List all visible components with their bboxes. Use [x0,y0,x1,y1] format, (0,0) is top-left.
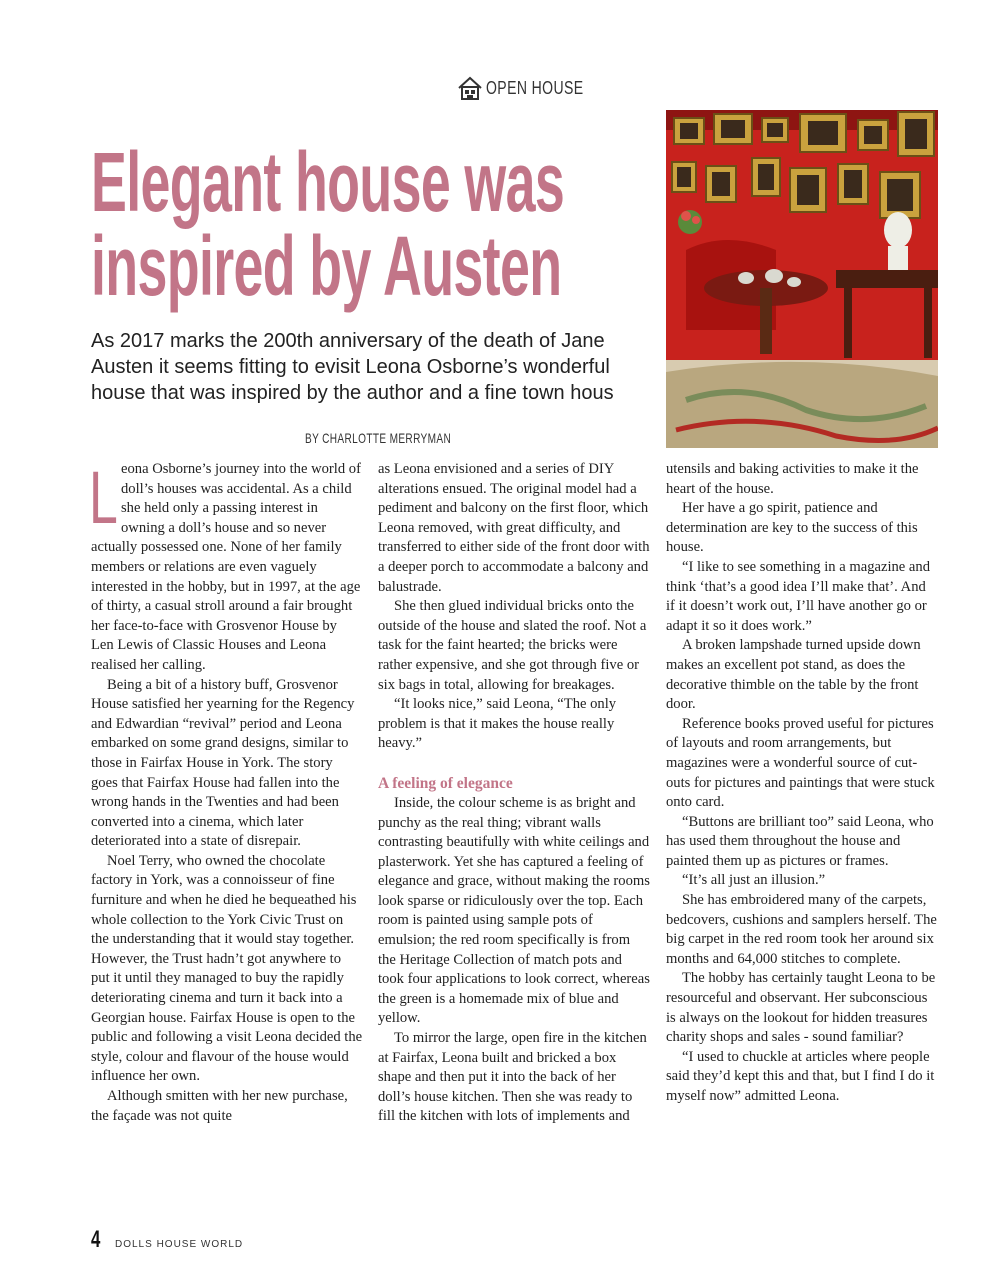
paragraph [89,456,363,676]
magazine-name: DOLLS HOUSE WORLD [115,1239,244,1250]
standfirst [91,328,651,406]
page-number: 4 [91,1226,101,1253]
paragraph: “It looks nice,” said Leona, “The only problem is that it makes the house really heavy.” [378,696,617,752]
paragraph: She then glued individual bricks onto the outside of the house and slated the roof. Not a task for the faint hearted; the bricks were rather expensive, and she got through five or six bags in total, allowing for breakages. [378,598,647,693]
paragraph: “I like to see something in a magazine and think ‘that’s a good idea I’ll make that’. And if it doesn’t work out, I’ll have another go or adapt it so it does work.” [666,558,931,634]
article-column-3 [666,460,938,1107]
paragraph: The hobby has certainly taught Leona to be resourceful and observant. Her subconscious is always on the lookout for hidden treasures charity shops and sales - sound familiar? [666,970,936,1046]
standfirst-line-1: As 2017 marks the 200th anniversary of the death of Jane [91,330,605,352]
section-tag [456,73,611,103]
paragraph: Her have a go spirit, patience and determination are key to the success of this house. [666,500,918,556]
paragraph: Noel Terry, who owned the chocolate factory in York, was a connoisseur of fine furniture and when he died he bequeathed his whole collection to the York Civic Trust on the understanding that it would stay together. However, the Trust hadn’t got anywhere to put it until they managed to buy the rapidly deteriorating cinema and turn it back into a Georgian house. Fairfax House is open to the public and following a visit Leona decided the style, colour and flavour of the house would influence her own. [91,852,363,1085]
paragraph: A broken lampshade turned upside down makes an excellent pot stand, as does the decorative thimble on the table by the front door. [666,637,921,713]
paragraph: Reference books proved useful for pictures of layouts and room arrangements, but magazines were a wonderful source of cut-outs for pictures and paintings that were stuck onto card. [666,715,935,811]
drop-cap: L [89,456,118,539]
page-footer [91,1226,243,1254]
paragraph: To mirror the large, open fire in the kitchen at Fairfax, Leona built and bricked a box shape and then put it into the back of her doll’s house kitchen. Then she was ready to fill the kitchen with lots of implements and [378,1030,647,1125]
headline-line-2: inspired by Austen [91,219,562,313]
subheading: A feeling of elegance [378,774,513,792]
headline-line-1: Elegant house was [91,135,565,229]
paragraph: Inside, the colour scheme is as bright and punchy as the real thing; vibrant walls contrasting beautifully with white ceilings and plasterwork. Yet she has captured a feeling of elegance and grace, without making the rooms look sparse or ridiculously over the top. Each room is painted using sample pots of emulsion; the red room specifically is from the Heritage Collection of match pots and took four applications to look correct, whereas the green is a homemade mix of blue and yellow. [378,794,650,1027]
paragraph: “I used to chuckle at articles where people said they’d kept this and that, but I find I do it myself now” admitted Leona. [666,1048,935,1104]
article-column-1 [89,456,363,1126]
paragraph: as Leona envisioned and a series of DIY alterations ensued. The original model had a pediment and balcony on the first floor, which Leona removed, with great difficulty, and transferred to either side of the front door with a deeper porch to accommodate a balcony and balustrade. [378,461,650,595]
standfirst-line-2: Austen it seems fitting to evisit Leona Osborne’s wonderful [91,356,610,378]
paragraph: “It’s all just an illusion.” [682,872,826,889]
section-label: OPEN HOUSE [486,77,584,98]
feature-photo [666,110,938,448]
paragraph: She has embroidered many of the carpets, bedcovers, cushions and samplers herself. The big carpet in the red room took her around six months and 64,000 stitches to complete. [666,892,937,967]
house-icon [456,74,484,102]
paragraph: “Buttons are brilliant too” said Leona, who has used them throughout the house and painted them up as pictures or frames. [666,813,934,869]
paragraph: utensils and baking activities to make it the heart of the house. [666,461,919,497]
paragraph: Being a bit of a history buff, Grosvenor House satisfied her yearning for the Regency and Edwardian “revival” period and Leona embarked on some grand designs, similar to those in Fairfax House in York. The story goes that Fairfax House had fallen into the wrong hands in the Twenties and had been converted into a cinema, which later deteriorated into a state of disrepair. [91,676,355,850]
headline [91,135,651,313]
article-column-2 [378,460,650,1127]
standfirst-line-3: house that was inspired by the author and a fine town hous [91,382,614,404]
byline: BY CHARLOTTE MERRYMAN [305,430,452,446]
paragraph-text: eona Osborne’s journey into the world of doll’s houses was accidental. As a child she held only a passing interest in owning a doll’s house and so never actually possessed one. None of her family members or relations are even vaguely interested in the hobby, but in 1997, at the age of thirty, a casual stroll around a fair brought her face-to-face with Grosvenor House by Len Lewis of Classic Houses and Leona realised her calling. [91,461,361,673]
paragraph: Although smitten with her new purchase, the façade was not quite [91,1088,348,1124]
